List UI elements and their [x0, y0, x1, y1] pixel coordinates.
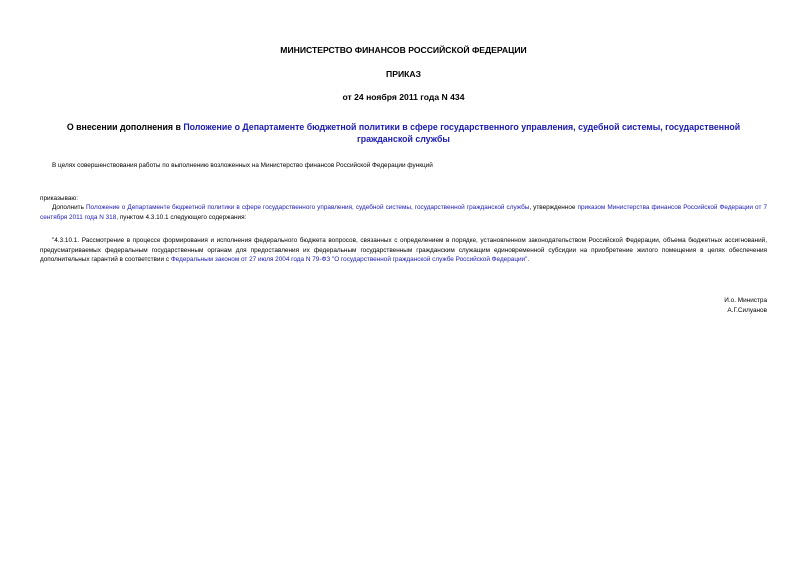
- preamble-paragraph: В целях совершенствования работы по выполнению возложенных на Министерство финансов Российской Федерации функций: [52, 162, 433, 169]
- order-word: приказываю:: [40, 195, 78, 202]
- quote-end: .: [527, 256, 530, 263]
- clause-prefix: Дополнить: [52, 204, 86, 211]
- signatory-title: И.о. Министра: [724, 297, 767, 304]
- document-type: ПРИКАЗ: [386, 69, 421, 79]
- clause-paragraph: [40, 203, 767, 222]
- subject-prefix: О внесении дополнения в: [66, 122, 184, 132]
- clause-suffix: , пунктом 4.3.10.1 следующего содержания:: [116, 213, 247, 221]
- subject-regulation-link[interactable]: Положение о Департаменте бюджетной политики в сфере государственного управления, судебной системы, государственной гражданской службы: [183, 122, 741, 144]
- quote-text: "4.3.10.1. Рассмотрение в процессе формирования и исполнения федерального бюджета вопросов, связанных с определением в порядке, установленном законодательством Российской Федерации, объема бюджетных ассигнований, предусматриваемых федеральным государственным органам для предоставления их федеральным государственным гражданским служащим единовременной субсидии на приобретение жилого помещения в целях обеспечения дополнительных гарантий в соответствии с: [40, 237, 767, 263]
- order-318-link[interactable]: приказом Министерства финансов Российской Федерации от 7 сентября 2011 года N 318: [40, 204, 767, 221]
- document-date: от 24 ноября 2011 года N 434: [342, 92, 465, 102]
- clause-middle: , утвержденное: [529, 204, 578, 211]
- quote-paragraph: [40, 236, 767, 265]
- document-subject: [40, 121, 767, 145]
- ministry-title: МИНИСТЕРСТВО ФИНАНСОВ РОССИЙСКОЙ ФЕДЕРАЦИИ: [280, 45, 527, 55]
- regulation-link[interactable]: Положение о Департаменте бюджетной политики в сфере государственного управления, судебной системы, государственной гражданской службы: [85, 204, 530, 211]
- signatory-name: А.Г.Силуанов: [727, 307, 767, 314]
- federal-law-link[interactable]: Федеральным законом от 27 июля 2004 года N 79-ФЗ "О государственной гражданской службе Российской Федерации": [170, 256, 528, 263]
